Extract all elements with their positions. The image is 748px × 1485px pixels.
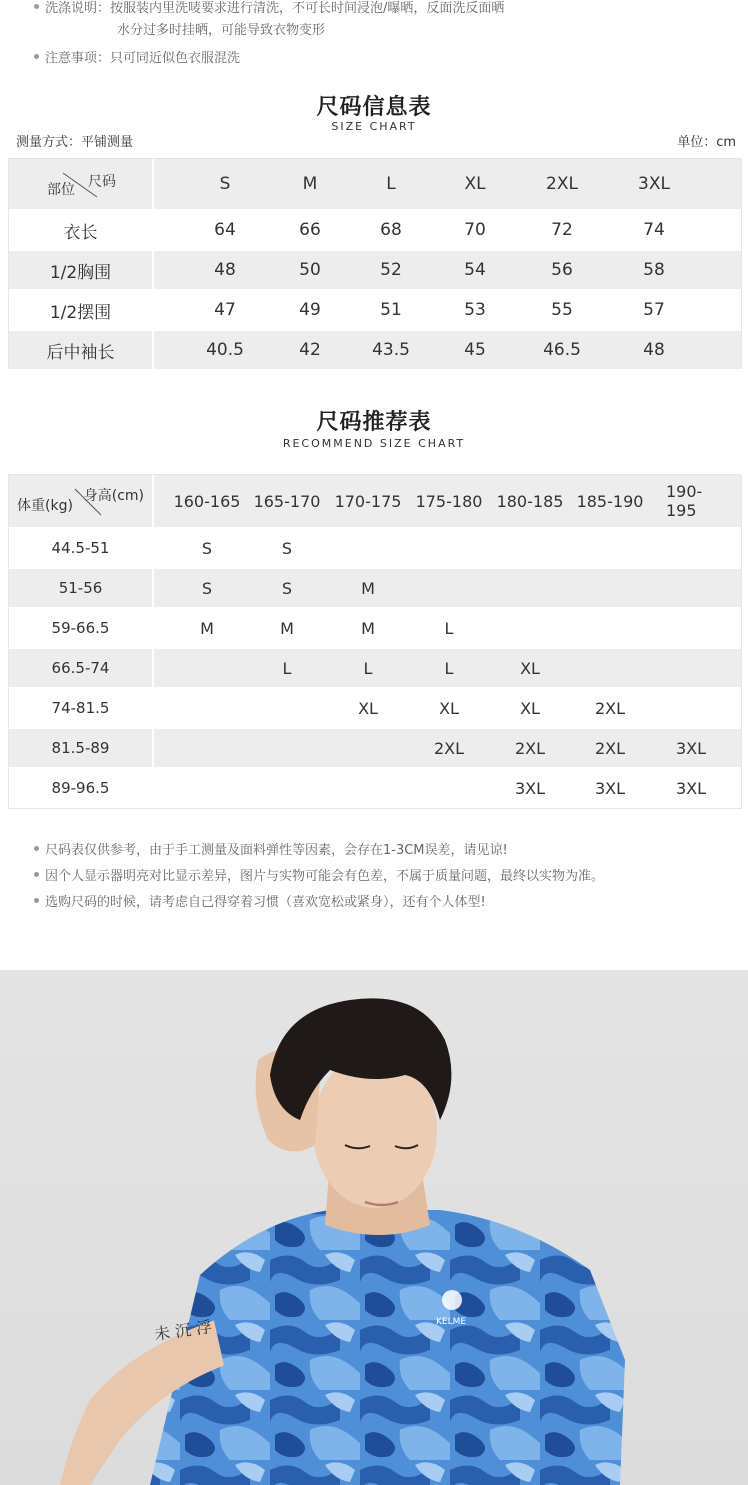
rec-cell: XL <box>358 698 378 718</box>
size-cell: 48 <box>214 260 236 280</box>
rec-cell: M <box>200 618 214 638</box>
rec-cell: S <box>281 578 293 598</box>
size-chart-table <box>8 158 742 369</box>
rec-cell: S <box>201 538 213 558</box>
rec-cell: L <box>444 658 454 678</box>
size-row-label: 后中袖长 <box>9 331 154 369</box>
size-column-header: M <box>302 174 318 194</box>
size-cell: 40.5 <box>206 340 244 360</box>
bullet-icon <box>34 4 39 9</box>
note-item <box>34 890 734 916</box>
bullet-icon <box>34 846 39 851</box>
rec-cell: 3XL <box>594 778 626 798</box>
rec-cell: XL <box>439 698 459 718</box>
logo-text: KELME <box>436 1317 467 1327</box>
rec-column-header: 180-185 <box>496 491 564 511</box>
rec-row-label: 66.5-74 <box>9 649 154 687</box>
size-cell: 50 <box>299 260 321 280</box>
size-chart-subtitle: SIZE CHART <box>331 120 417 133</box>
rec-cell: XL <box>520 698 540 718</box>
rec-column-header: 160-165 <box>173 491 241 511</box>
note-item <box>34 838 734 864</box>
size-column-header: S <box>219 174 231 194</box>
size-cell: 55 <box>551 300 573 320</box>
bullet-icon <box>34 54 39 59</box>
size-corner-header <box>9 159 154 209</box>
rec-cell: 2XL <box>433 738 465 758</box>
size-corner-top: 尺码 <box>88 174 116 190</box>
rec-row-cells <box>154 729 741 767</box>
notice-instructions <box>34 50 240 68</box>
rec-header-row <box>9 475 741 527</box>
care-instructions <box>0 0 748 80</box>
size-cell: 72 <box>551 220 573 240</box>
rec-cell: M <box>361 578 375 598</box>
size-cell: 46.5 <box>543 340 581 360</box>
size-row-label: 1/2摆围 <box>9 291 154 329</box>
size-cell: 70 <box>464 220 486 240</box>
wash-instructions <box>34 0 504 18</box>
size-row-cells <box>154 331 741 369</box>
size-cell: 43.5 <box>372 340 410 360</box>
size-cell: 68 <box>380 220 402 240</box>
note-text: 选购尺码的时候，请考虑自己得穿着习惯（喜欢宽松或紧身），还有个人体型! <box>45 895 486 910</box>
measure-method: 测量方式：平铺测量 <box>16 135 134 150</box>
rec-header-cells <box>154 475 741 527</box>
size-cell: 52 <box>380 260 402 280</box>
wash-label: 洗涤说明： <box>45 1 111 16</box>
size-cell: 51 <box>380 300 402 320</box>
size-cell: 45 <box>464 340 486 360</box>
size-chart-title: 尺码信息表 <box>316 95 432 120</box>
size-column-header: L <box>386 174 396 194</box>
recommend-subtitle: RECOMMEND SIZE CHART <box>282 437 466 450</box>
rec-table-row <box>9 689 741 727</box>
rec-cell: 3XL <box>675 778 707 798</box>
rec-row-cells <box>154 529 741 567</box>
rec-table-row <box>9 649 741 687</box>
rec-table-row <box>9 529 741 567</box>
size-column-header: XL <box>464 174 486 194</box>
rec-row-label: 59-66.5 <box>9 609 154 647</box>
rec-corner-bottom: 体重(kg) <box>17 498 73 514</box>
unit-label: 单位：cm <box>677 135 736 150</box>
notes-list <box>34 838 734 916</box>
rec-cell: M <box>361 618 375 638</box>
size-cell: 53 <box>464 300 486 320</box>
rec-table-row <box>9 609 741 647</box>
rec-row-cells <box>154 569 741 607</box>
size-cell: 57 <box>643 300 665 320</box>
wash-line-1: 按服装内里洗唛要求进行清洗，不可长时间浸泡/曝晒，反面洗反面晒 <box>110 1 505 16</box>
rec-cell: 3XL <box>675 738 707 758</box>
rec-row-label: 74-81.5 <box>9 689 154 727</box>
size-header-cells <box>154 159 741 209</box>
size-cell: 49 <box>299 300 321 320</box>
rec-cell: XL <box>520 658 540 678</box>
rec-table-row <box>9 769 741 807</box>
size-table-row <box>9 211 741 249</box>
rec-column-header: 190-195 <box>666 482 703 520</box>
size-cell: 56 <box>551 260 573 280</box>
size-row-cells <box>154 291 741 329</box>
model-illustration <box>0 970 748 1485</box>
rec-cell: S <box>201 578 213 598</box>
rec-cell: 3XL <box>514 778 546 798</box>
rec-row-label: 81.5-89 <box>9 729 154 767</box>
notice-label: 注意事项： <box>45 51 111 66</box>
size-cell: 66 <box>299 220 321 240</box>
rec-corner-header <box>9 475 154 527</box>
recommend-title: 尺码推荐表 <box>316 410 432 435</box>
rec-row-label: 51-56 <box>9 569 154 607</box>
rec-cell: M <box>280 618 294 638</box>
size-row-cells <box>154 211 741 249</box>
rec-cell: 2XL <box>594 738 626 758</box>
rec-row-cells <box>154 689 741 727</box>
size-cell: 54 <box>464 260 486 280</box>
size-row-label: 1/2胸围 <box>9 251 154 289</box>
note-item <box>34 864 734 890</box>
rec-row-cells <box>154 769 741 807</box>
rec-column-header: 185-190 <box>576 491 644 511</box>
size-row-label: 衣长 <box>9 211 154 249</box>
rec-cell: S <box>281 538 293 558</box>
size-corner-diagonal <box>9 159 154 209</box>
wrist-tattoo: 未 沉 浮 <box>152 1317 214 1344</box>
bullet-icon <box>34 872 39 877</box>
rec-table-row <box>9 729 741 767</box>
size-column-header: 3XL <box>638 174 670 194</box>
size-cell: 64 <box>214 220 236 240</box>
size-corner-bottom: 部位 <box>47 182 75 198</box>
size-row-cells <box>154 251 741 289</box>
logo-mark <box>442 1290 462 1310</box>
rec-cell: L <box>282 658 292 678</box>
size-cell: 74 <box>643 220 665 240</box>
rec-column-header: 170-175 <box>334 491 402 511</box>
rec-row-label: 89-96.5 <box>9 769 154 807</box>
rec-row-cells <box>154 649 741 687</box>
rec-column-header: 175-180 <box>415 491 483 511</box>
model-photo <box>0 970 748 1485</box>
rec-corner-top: 身高(cm) <box>83 488 144 504</box>
size-table-row <box>9 291 741 329</box>
wash-line-2: 水分过多时挂晒，可能导致衣物变形 <box>117 23 326 38</box>
recommend-table <box>8 474 742 809</box>
size-table-row <box>9 251 741 289</box>
bullet-icon <box>34 898 39 903</box>
size-cell: 47 <box>214 300 236 320</box>
rec-table-row <box>9 569 741 607</box>
size-cell: 48 <box>643 340 665 360</box>
rec-column-header: 165-170 <box>253 491 321 511</box>
rec-cell: 2XL <box>514 738 546 758</box>
size-header-row <box>9 159 741 209</box>
rec-row-cells <box>154 609 741 647</box>
size-cell: 42 <box>299 340 321 360</box>
rec-cell: L <box>444 618 454 638</box>
rec-row-label: 44.5-51 <box>9 529 154 567</box>
note-text: 尺码表仅供参考，由于手工测量及面料弹性等因素，会存在1-3CM误差，请见谅! <box>45 843 508 858</box>
rec-cell: 2XL <box>594 698 626 718</box>
size-column-header: 2XL <box>546 174 578 194</box>
size-cell: 58 <box>643 260 665 280</box>
size-table-row <box>9 331 741 369</box>
rec-cell: L <box>363 658 373 678</box>
notice-text: 只可同近似色衣服混洗 <box>110 51 241 66</box>
note-text: 因个人显示器明亮对比显示差异，图片与实物可能会有色差，不属于质量问题，最终以实物为准。 <box>45 869 605 884</box>
